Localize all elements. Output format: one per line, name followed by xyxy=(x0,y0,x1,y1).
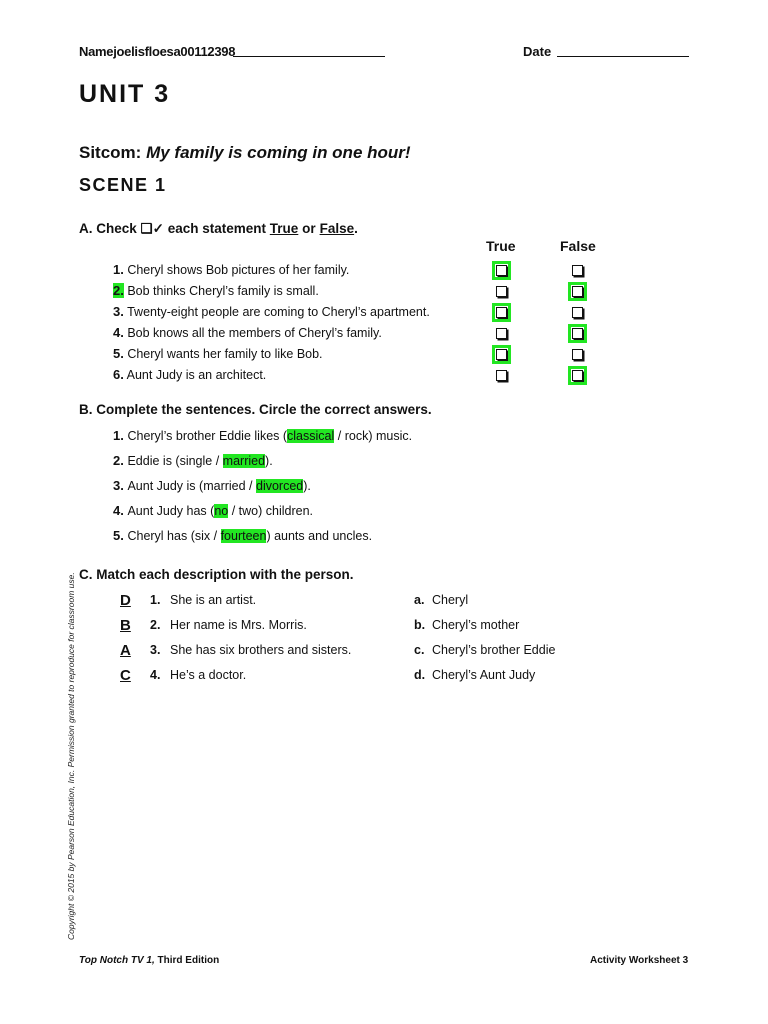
statement-number: 5. xyxy=(113,346,124,361)
statement-number: 2. xyxy=(113,283,124,298)
answer-option[interactable]: classical xyxy=(287,429,335,443)
option-separator: / xyxy=(245,479,256,493)
section-a-middle: each statement xyxy=(167,221,267,236)
sentence-row xyxy=(113,428,412,443)
false-checkbox[interactable] xyxy=(572,286,583,297)
name-label: Namejoelisfloesa00112398 xyxy=(79,44,236,59)
statement-row xyxy=(113,346,323,361)
statement-number: 4. xyxy=(113,325,124,340)
match-answer[interactable]: A xyxy=(120,642,131,659)
sentence-text: Cheryl has ( xyxy=(127,529,195,543)
statement-text: Cheryl wants her family to like Bob. xyxy=(123,347,323,361)
person-name: Cheryl’s mother xyxy=(432,618,520,632)
match-answer[interactable]: B xyxy=(120,617,131,634)
sentence-end: ) children. xyxy=(258,504,313,518)
sentence-row xyxy=(113,478,311,493)
person-letter: a. xyxy=(414,593,425,607)
scene-title: SCENE 1 xyxy=(79,175,167,195)
sentence-number: 1. xyxy=(113,428,128,443)
description-text: She is an artist. xyxy=(170,593,257,607)
answer-option[interactable]: single xyxy=(179,454,213,468)
sentence-number: 2. xyxy=(113,453,128,468)
description-number: 3. xyxy=(150,643,161,657)
description-text: She has six brothers and sisters. xyxy=(170,643,352,657)
true-checkbox[interactable] xyxy=(496,370,507,381)
option-separator: / xyxy=(334,429,345,443)
person-name: Cheryl xyxy=(432,593,469,607)
sentence-end: ). xyxy=(265,454,273,468)
option-separator: / xyxy=(212,454,223,468)
sentence-text: Eddie is ( xyxy=(127,454,180,468)
section-a-or: or xyxy=(302,221,316,236)
section-a-period: . xyxy=(354,221,358,236)
copyright-notice: Copyright © 2015 by Pearson Education, Inc. Permission granted to reproduce for classroom use. xyxy=(66,572,76,940)
person-name: Cheryl’s Aunt Judy xyxy=(432,668,536,682)
statement-number: 6. xyxy=(113,367,124,382)
sentence-number: 4. xyxy=(113,503,128,518)
statement-text: Aunt Judy is an architect. xyxy=(123,368,267,382)
sentence-row xyxy=(113,453,273,468)
sitcom-title: My family is coming in one hour! xyxy=(146,143,411,162)
option-separator: / xyxy=(210,529,221,543)
true-checkbox[interactable] xyxy=(496,349,507,360)
section-a-false-word: False xyxy=(319,221,355,236)
date-label: Date xyxy=(523,44,552,59)
statement-row xyxy=(113,283,319,298)
answer-option[interactable]: married xyxy=(222,454,266,468)
answer-option[interactable]: no xyxy=(214,504,229,518)
description-number: 2. xyxy=(150,618,161,632)
statement-text: Bob thinks Cheryl’s family is small. xyxy=(123,284,319,298)
sitcom-heading xyxy=(79,143,411,163)
section-c-heading: C. Match each description with the person. xyxy=(79,567,354,582)
column-false-header: False xyxy=(560,238,596,254)
false-checkbox[interactable] xyxy=(572,349,583,360)
answer-option[interactable]: married xyxy=(203,479,246,493)
statement-row xyxy=(113,325,382,340)
sentence-end: ) music. xyxy=(368,429,413,443)
sentence-text: Aunt Judy is ( xyxy=(127,479,204,493)
description-number: 4. xyxy=(150,668,161,682)
statement-row xyxy=(113,262,349,277)
sentence-end: ) aunts and uncles. xyxy=(266,529,373,543)
section-b-heading: B. Complete the sentences. Circle the correct answers. xyxy=(79,402,432,417)
person-name: Cheryl’s brother Eddie xyxy=(432,643,556,657)
statement-row xyxy=(113,304,430,319)
description-text: He’s a doctor. xyxy=(170,668,247,682)
statement-number: 1. xyxy=(113,262,124,277)
sentence-text: Cheryl’s brother Eddie likes ( xyxy=(127,429,288,443)
footer-book-title: Top Notch TV 1, xyxy=(79,955,155,966)
section-a-prefix: A. Check xyxy=(79,221,137,236)
false-checkbox[interactable] xyxy=(572,307,583,318)
answer-option[interactable]: six xyxy=(194,529,211,543)
sentence-row xyxy=(113,528,372,543)
person-letter: d. xyxy=(414,668,426,682)
date-line xyxy=(557,56,689,57)
person-letter: b. xyxy=(414,618,426,632)
false-checkbox[interactable] xyxy=(572,328,583,339)
true-checkbox[interactable] xyxy=(496,286,507,297)
answer-option[interactable]: rock xyxy=(344,429,369,443)
sitcom-label: Sitcom: xyxy=(79,143,142,162)
match-answer[interactable]: C xyxy=(120,667,131,684)
name-line xyxy=(233,56,385,57)
statement-text: Cheryl shows Bob pictures of her family. xyxy=(123,263,350,277)
statement-row xyxy=(113,367,266,382)
true-checkbox[interactable] xyxy=(496,307,507,318)
sentence-number: 3. xyxy=(113,478,128,493)
unit-title: UNIT 3 xyxy=(79,80,171,108)
answer-option[interactable]: divorced xyxy=(256,479,304,493)
answer-option[interactable]: fourteen xyxy=(220,529,267,543)
sentence-number: 5. xyxy=(113,528,128,543)
statement-text: Bob knows all the members of Cheryl’s family. xyxy=(123,326,382,340)
sentence-row xyxy=(113,503,313,518)
description-text: Her name is Mrs. Morris. xyxy=(170,618,307,632)
person-letter: c. xyxy=(414,643,425,657)
statement-number: 3. xyxy=(113,304,124,319)
footer-book-edition: Third Edition xyxy=(154,955,220,966)
footer-book xyxy=(79,955,219,966)
false-checkbox[interactable] xyxy=(572,370,583,381)
section-a-heading xyxy=(79,221,358,237)
answer-option[interactable]: two xyxy=(238,504,259,518)
true-checkbox[interactable] xyxy=(496,265,507,276)
sentence-text: Aunt Judy has ( xyxy=(127,504,215,518)
true-checkbox[interactable] xyxy=(496,328,507,339)
checkbox-check-icon: ❑✓ xyxy=(140,221,164,236)
statement-text: Twenty-eight people are coming to Cheryl’s apartment. xyxy=(123,305,430,319)
section-a-true-word: True xyxy=(269,221,299,236)
option-separator: / xyxy=(228,504,239,518)
match-answer[interactable]: D xyxy=(120,592,131,609)
column-true-header: True xyxy=(486,238,516,254)
description-number: 1. xyxy=(150,593,161,607)
footer-worksheet: Activity Worksheet 3 xyxy=(590,955,689,966)
false-checkbox[interactable] xyxy=(572,265,583,276)
sentence-end: ). xyxy=(303,479,311,493)
